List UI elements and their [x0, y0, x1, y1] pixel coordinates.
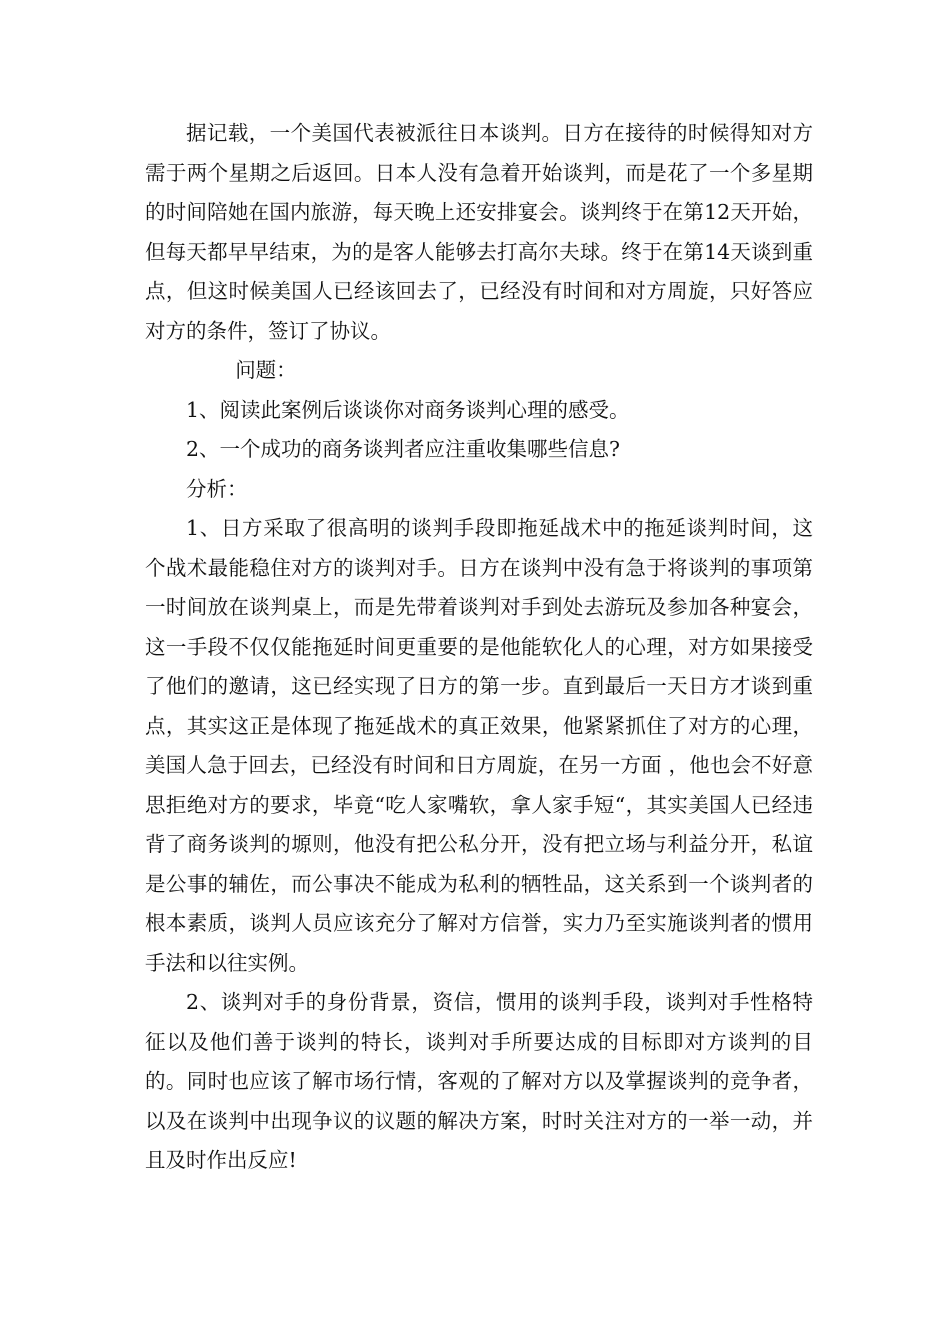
analysis-item-1: 1、日方采取了很高明的谈判手段即拖延战术中的拖延谈判时间，这个战术最能稳住对方的谈判对手。日方在谈判中没有急于将谈判的事项第一时间放在谈判桌上，而是先带着谈判对手到处去游玩及参加各种宴会，这一手段不仅仅能拖延时间更重要的是他能软化人的心理，对方如果接受了他们的邀请，这已经实现了日方的第一步。直到最后一天日方才谈到重点，其实这正是体现了拖延战术的真正效果，他紧紧抓住了对方的心理，美国人急于回去，已经没有时间和日方周旋，在另一方面 ，他也会不好意思拒绝对方的要求，毕竟“吃人家嘴软，拿人家手短“，其实美国人已经违背了商务谈判的塬则，他没有把公私分开，没有把立场与利益分开，私谊是公事的辅佐，而公事决不能成为私利的牺牲品，这关系到一个谈判者的根本素质，谈判人员应该充分了解对方信誉，实力乃至实施谈判者的惯用手法和以往实例。 — [145, 516, 813, 975]
question-heading: 问题： — [235, 358, 297, 382]
question-item-1: 1、阅读此案例后谈谈你对商务谈判心理的感受。 — [186, 397, 630, 422]
analysis-heading: 分析： — [186, 476, 248, 501]
document-body — [145, 114, 813, 1181]
analysis-item-2: 2、谈判对手的身份背景，资信，惯用的谈判手段，谈判对手性格特征以及他们善于谈判的特长，谈判对手所要达成的目标即对方谈判的目的。同时也应该了解市场行情，客观的了解对方以及掌握谈判的竞争者，以及在谈判中出现争议的议题的解决方案，时时关注对方的一举一动，并且及时作出反应! — [145, 990, 813, 1172]
case-story-paragraph: 据记载，一个美国代表被派往日本谈判。日方在接待的时候得知对方需于两个星期之后返回。日本人没有急着开始谈判，而是花了一个多星期的时间陪她在国内旅游，每天晚上还安排宴会。谈判终于在第12天开始，但每天都早早结束，为的是客人能够去打高尔夫球。终于在第14天谈到重点，但这时候美国人已经该回去了，已经没有时间和对方周旋，只好答应对方的条件，签订了协议。 — [145, 121, 813, 343]
question-item-2: 2、一个成功的商务谈判者应注重收集哪些信息? — [186, 437, 621, 461]
